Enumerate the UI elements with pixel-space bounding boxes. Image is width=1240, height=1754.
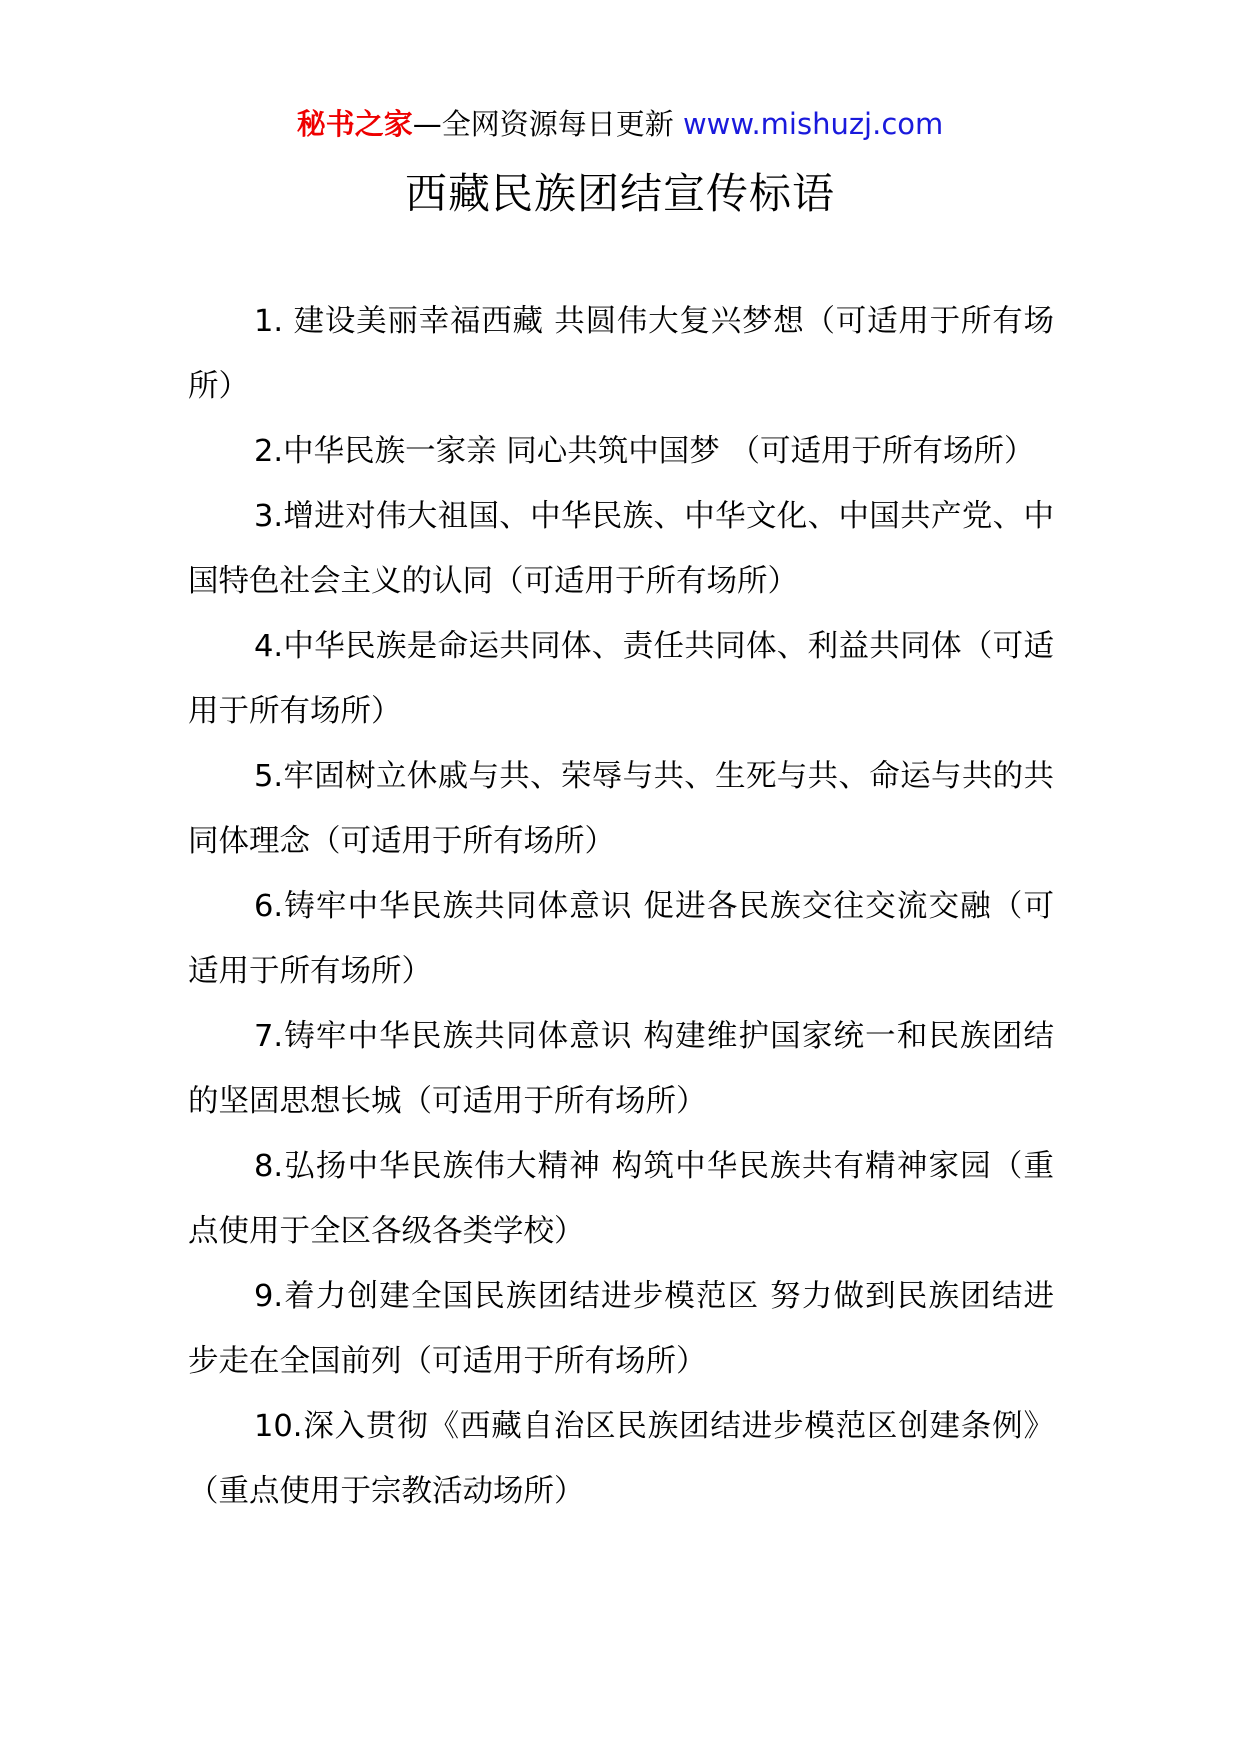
slogan-item: 4.中华民族是命运共同体、责任共同体、利益共同体（可适用于所有场所）: [188, 629, 1054, 729]
header-tagline: —全网资源每日更新: [412, 107, 683, 141]
slogan-item: 6.铸牢中华民族共同体意识 促进各民族交往交流交融（可适用于所有场所）: [188, 889, 1054, 989]
document-title: 西藏民族团结宣传标语: [404, 169, 835, 218]
slogan-item: 1. 建设美丽幸福西藏 共圆伟大复兴梦想（可适用于所有场所）: [188, 304, 1054, 404]
site-url-link[interactable]: www.mishuzj.com: [682, 107, 944, 141]
slogan-item: 10.深入贯彻《西藏自治区民族团结进步模范区创建条例》（重点使用于宗教活动场所）: [188, 1409, 1054, 1509]
slogan-item: 5.牢固树立休戚与共、荣辱与共、生死与共、命运与共的共同体理念（可适用于所有场所）: [188, 759, 1054, 859]
slogan-item: 2.中华民族一家亲 同心共筑中国梦 （可适用于所有场所）: [254, 434, 1035, 469]
slogan-item: 8.弘扬中华民族伟大精神 构筑中华民族共有精神家园（重点使用于全区各级各类学校）: [188, 1149, 1054, 1249]
slogan-item: 9.着力创建全国民族团结进步模范区 努力做到民族团结进步走在全国前列（可适用于所有场所）: [188, 1279, 1054, 1379]
slogan-item: 3.增进对伟大祖国、中华民族、中华文化、中国共产党、中国特色社会主义的认同（可适用于所有场所）: [188, 499, 1054, 599]
brand-name: 秘书之家: [296, 107, 413, 141]
slogan-item: 7.铸牢中华民族共同体意识 构建维护国家统一和民族团结的坚固思想长城（可适用于所有场所）: [188, 1019, 1054, 1119]
watermark-header: [0, 100, 1240, 148]
slogan-list: [188, 289, 1054, 1524]
